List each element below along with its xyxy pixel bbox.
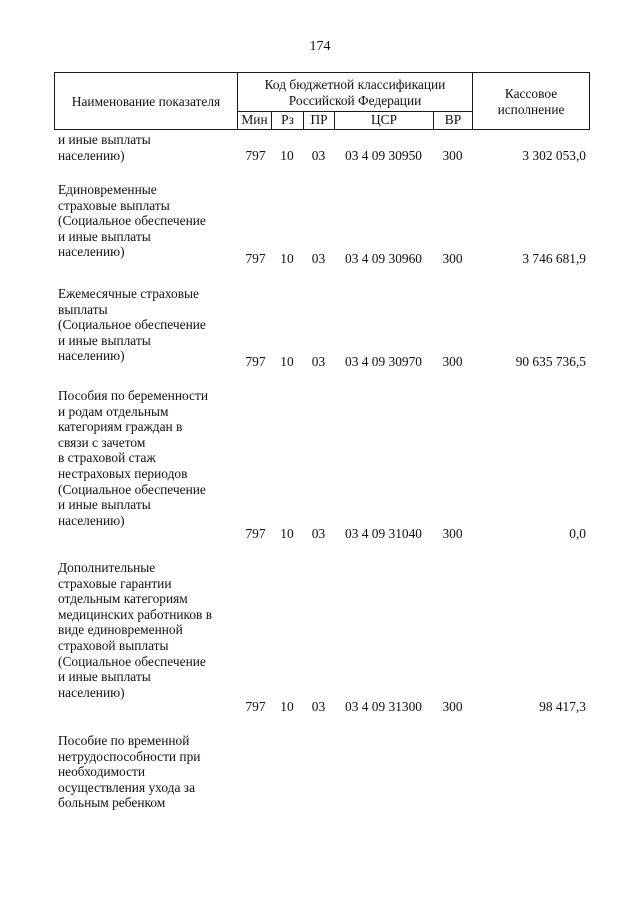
row-min: 797 (245, 354, 266, 369)
header-border-right (589, 72, 590, 130)
row-vr: 300 (442, 526, 463, 541)
row-csr: 03 4 09 31300 (345, 699, 422, 714)
row-min: 797 (245, 526, 266, 541)
row-vr: 300 (442, 354, 463, 369)
header-min: Мин (241, 112, 268, 127)
page-number: 174 (309, 39, 331, 54)
row-min: 797 (245, 148, 266, 163)
row-pr: 03 (311, 699, 326, 714)
header-pr: ПР (310, 112, 328, 127)
row-vr: 300 (442, 148, 463, 163)
row-amount: 3 746 681,9 (522, 251, 586, 266)
row-amount: 90 635 736,5 (515, 354, 586, 369)
row-amount: 0,0 (569, 526, 586, 541)
row-label: Единовременные страховые выплаты (Социальное обеспечение и иные выплаты населению) (58, 182, 206, 260)
row-csr: 03 4 09 30970 (345, 354, 422, 369)
row-amount: 98 417,3 (539, 699, 586, 714)
row-pr: 03 (311, 526, 326, 541)
header-code-group-line1: Код бюджетной классификации (264, 77, 446, 92)
row-rz: 10 (280, 699, 294, 714)
row-min: 797 (245, 699, 266, 714)
header-vr: ВР (444, 112, 462, 127)
row-csr: 03 4 09 30960 (345, 251, 422, 266)
row-rz: 10 (280, 148, 294, 163)
header-rz: Рз (281, 112, 294, 127)
row-vr: 300 (442, 251, 463, 266)
row-pr: 03 (311, 148, 326, 163)
row-rz: 10 (280, 526, 294, 541)
row-vr: 300 (442, 699, 463, 714)
row-label: Дополнительные страховые гарантии отдельным категориям медицинских работников в виде единовременной страховой выплаты (Социальное обеспечение и иные выплаты населению) (58, 560, 213, 700)
row-rz: 10 (280, 354, 294, 369)
header-amount-line2: исполнение (497, 102, 565, 117)
row-rz: 10 (280, 251, 294, 266)
row-csr: 03 4 09 31040 (345, 526, 422, 541)
row-label: Пособие по временной нетрудоспособности при необходимости осуществления ухода за больным ребенком (58, 733, 201, 811)
row-min: 797 (245, 251, 266, 266)
header-amount-line1: Кассовое (504, 86, 558, 101)
header-bottom-line (54, 129, 589, 130)
row-label: Ежемесячные страховые выплаты (Социальное обеспечение и иные выплаты населению) (58, 286, 206, 364)
header-top-line (54, 72, 589, 73)
row-amount: 3 302 053,0 (522, 148, 586, 163)
row-label: и иные выплаты населению) (58, 132, 151, 163)
row-pr: 03 (311, 354, 326, 369)
header-name-col: Наименование показателя (71, 94, 221, 109)
header-code-group-line2: Российской Федерации (288, 93, 422, 108)
row-pr: 03 (311, 251, 326, 266)
row-label: Пособия по беременности и родам отдельным категориям граждан в связи с зачетом в страховой стаж нестраховых периодов (Социальное обеспечение и иные выплаты населению) (58, 388, 208, 528)
row-csr: 03 4 09 30950 (345, 148, 422, 163)
header-csr: ЦСР (370, 112, 398, 127)
